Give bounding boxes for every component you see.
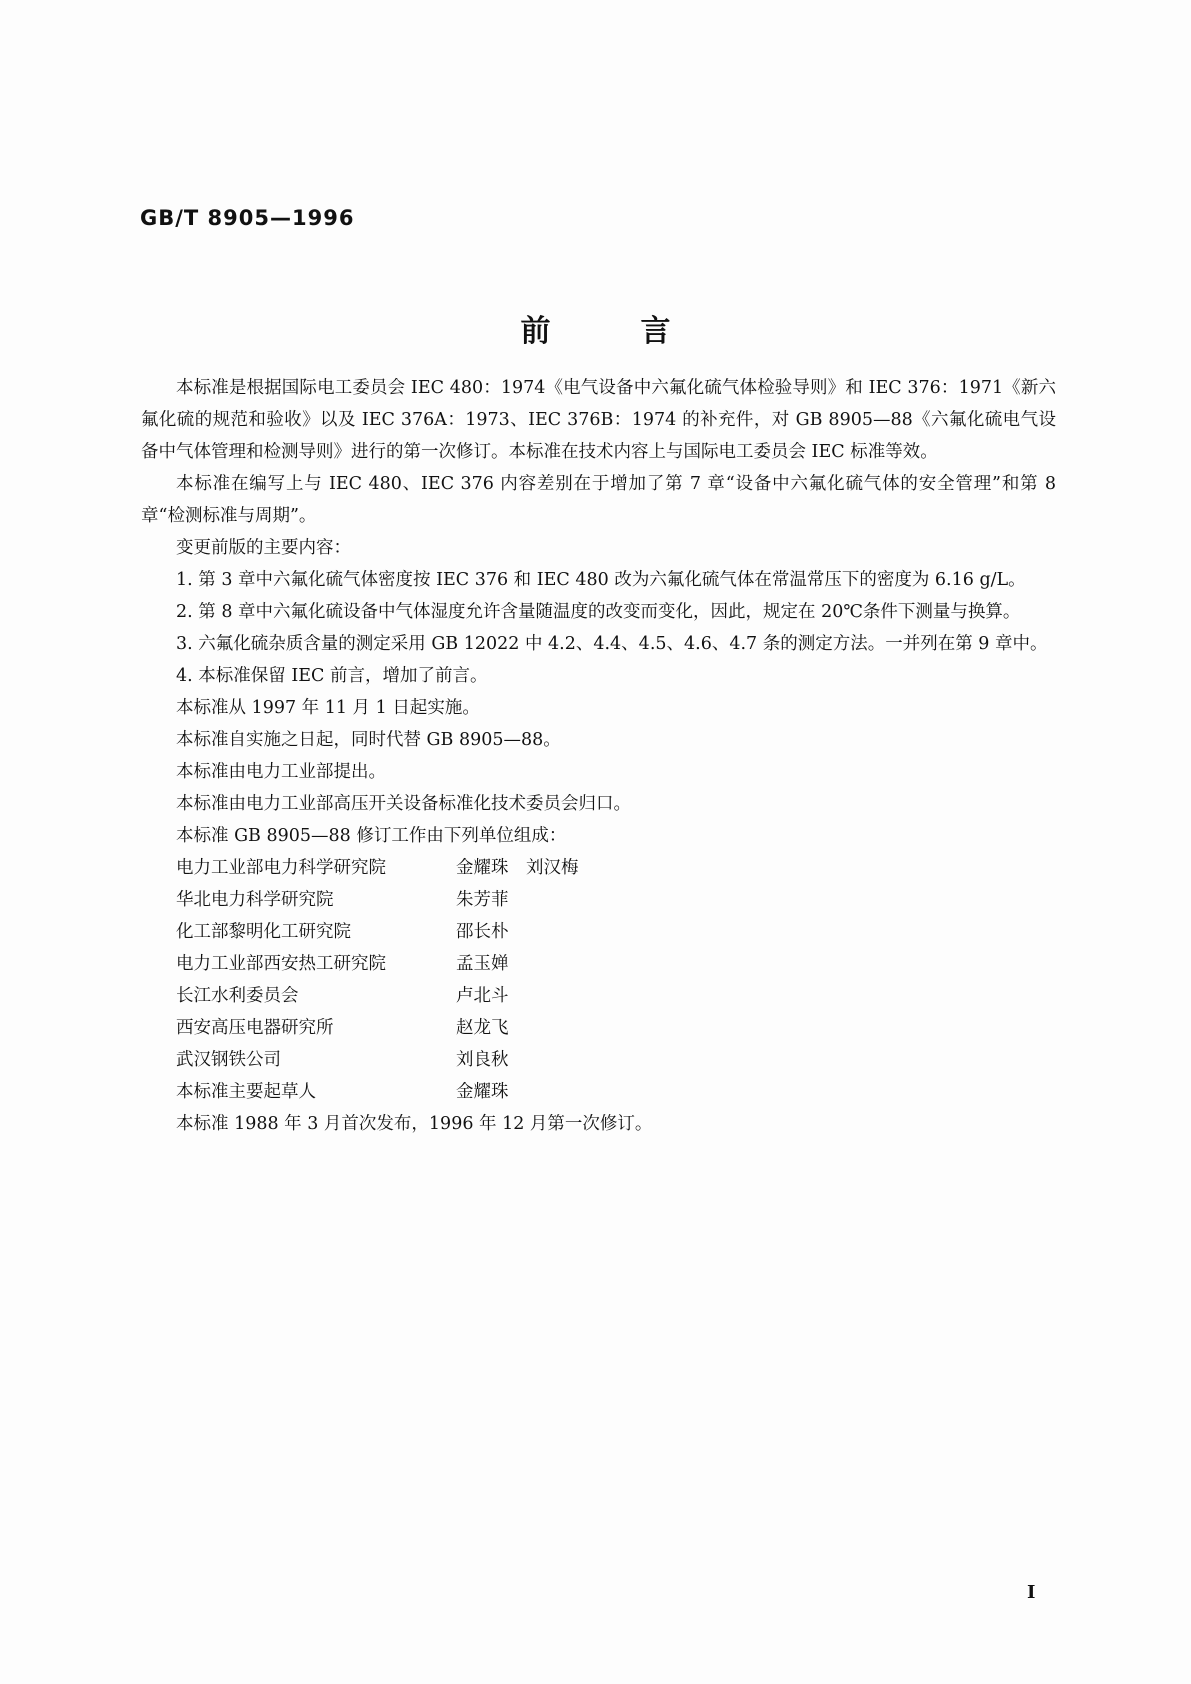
standard-code: GB/T 8905—1996 [140, 206, 355, 230]
contributor-row [176, 1012, 579, 1044]
contributor-row [176, 1076, 579, 1108]
committee-line: 本标准由电力工业部高压开关设备标准化技术委员会归口。 [176, 794, 631, 814]
paragraph-differences: 本标准在编写上与 IEC 480、IEC 376 内容差别在于增加了第 7 章“设备中六氟化硫气体的安全管理”和第 8 章“检测标准与周期”。 [141, 474, 1056, 526]
contributor-org: 西安高压电器研究所 [176, 1018, 334, 1038]
contributor-names: 刘良秋 [456, 1050, 509, 1070]
page-number: I [1027, 1582, 1036, 1603]
contributor-row [176, 980, 579, 1012]
replacement-line: 本标准自实施之日起，同时代替 GB 8905—88。 [176, 730, 561, 750]
title-char-1: 前 [520, 314, 551, 349]
contributor-row [176, 916, 579, 948]
change-item-1: 1. 第 3 章中六氟化硫气体密度按 IEC 376 和 IEC 480 改为六氟化硫气体在常温常压下的密度为 6.16 g/L。 [176, 570, 1026, 590]
contributor-org: 本标准主要起草人 [176, 1082, 316, 1102]
contributor-row [176, 948, 579, 980]
contributor-names: 金耀珠 刘汉梅 [456, 858, 579, 878]
contributor-org: 电力工业部西安热工研究院 [176, 954, 386, 974]
contributor-org: 电力工业部电力科学研究院 [176, 858, 386, 878]
contributor-org: 长江水利委员会 [176, 986, 299, 1006]
contributor-row [176, 1044, 579, 1076]
change-item-2: 2. 第 8 章中六氟化硫设备中气体湿度允许含量随温度的改变而变化，因此，规定在 20℃条件下测量与换算。 [176, 602, 1021, 622]
contributor-row [176, 852, 579, 884]
contributor-org: 华北电力科学研究院 [176, 890, 334, 910]
publication-history: 本标准 1988 年 3 月首次发布，1996 年 12 月第一次修订。 [176, 1114, 653, 1134]
contributors-table [176, 852, 579, 1108]
contributor-org: 化工部黎明化工研究院 [176, 922, 351, 942]
foreword-body [141, 372, 1056, 1140]
contributor-names: 朱芳菲 [456, 890, 509, 910]
contributors-heading: 本标准 GB 8905—88 修订工作由下列单位组成： [176, 826, 567, 846]
contributor-names: 金耀珠 [456, 1082, 509, 1102]
contributor-row [176, 884, 579, 916]
proposer-line: 本标准由电力工业部提出。 [176, 762, 386, 782]
title-char-2: 言 [640, 314, 671, 349]
contributor-org: 武汉钢铁公司 [176, 1050, 281, 1070]
contributor-names: 卢北斗 [456, 986, 509, 1006]
contributor-names: 邵长朴 [456, 922, 509, 942]
page-title [0, 306, 1191, 350]
contributor-names: 赵龙飞 [456, 1018, 509, 1038]
change-item-3: 3. 六氟化硫杂质含量的测定采用 GB 12022 中 4.2、4.4、4.5、4.6、4.7 条的测定方法。一并列在第 9 章中。 [176, 634, 1048, 654]
paragraph-intro: 本标准是根据国际电工委员会 IEC 480：1974《电气设备中六氟化硫气体检验导则》和 IEC 376：1971《新六氟化硫的规范和验收》以及 IEC 376A：1973、IEC 376B：1974 的补充件，对 GB 8905—88《六氟化硫电气设备中气体管理和检测导则》进行的第一次修订。本标准在技术内容上与国际电工委员会 IEC 标准等效。 [141, 378, 1056, 462]
effective-date-line: 本标准从 1997 年 11 月 1 日起实施。 [176, 698, 480, 718]
paragraph-changes-heading: 变更前版的主要内容： [176, 538, 351, 558]
change-item-4: 4. 本标准保留 IEC 前言，增加了前言。 [176, 666, 488, 686]
contributor-names: 孟玉婵 [456, 954, 509, 974]
